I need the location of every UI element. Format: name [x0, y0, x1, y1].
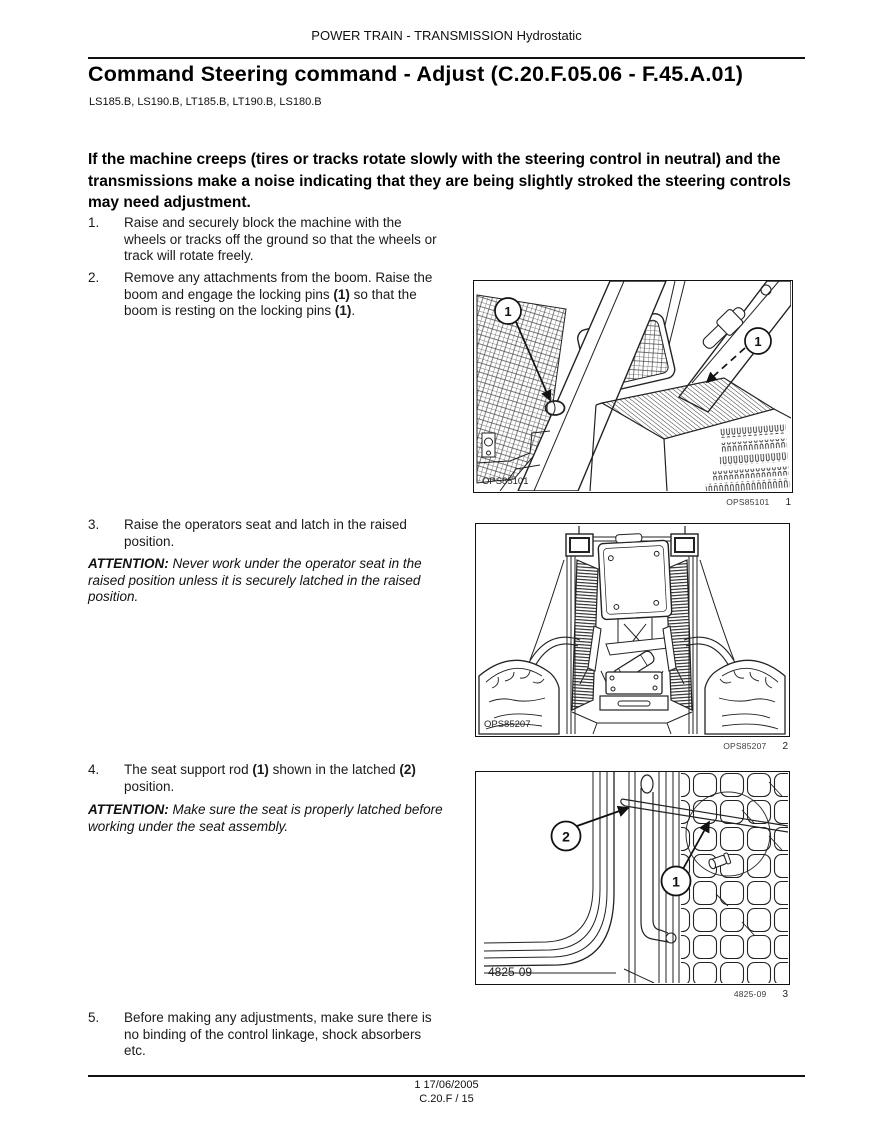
step-number: 3. [88, 517, 100, 532]
step-text: Remove any attachments from the boom. Raise the boom and engage the locking pins (1) so that the boom is resting on the locking pins (1). [124, 270, 433, 318]
step-item-3 [88, 517, 440, 550]
figure-caption-ref: OPS85207 [723, 741, 767, 751]
figure-caption-ref: OPS85101 [726, 497, 770, 507]
step-number: 1. [88, 215, 100, 230]
attention-label: ATTENTION: [88, 556, 169, 571]
figure-1-illustration [474, 281, 791, 491]
attention-text: Make sure the seat is properly latched before working under the seat assembly. [88, 802, 443, 834]
figure-caption-ref: 4825-09 [733, 989, 767, 999]
figure-2-illustration [476, 524, 788, 735]
raised-seat [598, 532, 672, 620]
figure-frame [475, 771, 790, 985]
figure-caption [475, 989, 790, 1000]
callout-label: 2 [562, 828, 570, 845]
model-list: LS185.B, LS190.B, LT185.B, LT190.B, LS180.B [89, 96, 322, 108]
step-number: 2. [88, 270, 100, 285]
step-item-5 [88, 1010, 440, 1060]
step-text: Raise the operators seat and latch in the raised position. [124, 517, 407, 549]
step-number: 4. [88, 762, 100, 777]
figure-caption-number: 2 [782, 741, 788, 752]
step-text: Before making any adjustments, make sure there is no binding of the control linkage, shock absorbers etc. [124, 1010, 432, 1058]
side-screen-mesh [681, 772, 788, 983]
figure-caption-number: 1 [785, 497, 791, 508]
callout-label: 1 [504, 304, 512, 319]
figure-internal-label: OPS85101 [482, 476, 529, 487]
attention-note-2 [88, 802, 446, 835]
figure-2 [475, 523, 790, 752]
callout-label: 1 [672, 873, 680, 890]
attention-text: Never work under the operator seat in the raised position unless it is securely latched in the raised position. [88, 556, 422, 604]
step-text: The seat support rod (1) shown in the latched (2) position. [124, 762, 416, 794]
footer-rule [88, 1075, 805, 1077]
intro-paragraph: If the machine creeps (tires or tracks rotate slowly with the steering control in neutral) and the transmissions make a noise indicating that they are being slightly stroked the steering controls may need adjustment. [88, 151, 791, 211]
figure-1 [473, 280, 793, 508]
step-number: 5. [88, 1010, 100, 1025]
attention-note-1 [88, 556, 446, 606]
running-header: POWER TRAIN - TRANSMISSION Hydrostatic [311, 28, 582, 43]
step-item-2 [88, 270, 440, 320]
figure-frame [475, 523, 790, 737]
step-item-4 [88, 762, 440, 795]
figure-caption-number: 3 [782, 989, 788, 1000]
step-text: Raise and securely block the machine with the wheels or tracks off the ground so that the wheels or track will rotate freely. [124, 215, 437, 263]
figure-3 [475, 771, 790, 1000]
figure-caption [475, 741, 790, 752]
engine-cover-louvers [702, 424, 790, 491]
figure-caption [473, 497, 793, 508]
callout-label: 1 [754, 334, 762, 349]
page-title: Command Steering command - Adjust (C.20.F.05.06 - F.45.A.01) [88, 62, 744, 86]
attention-label: ATTENTION: [88, 802, 169, 817]
callout-arrow [577, 808, 628, 826]
figure-frame [473, 280, 793, 493]
step-item-1 [88, 215, 440, 265]
footer-page-ref: C.20.F / 15 [419, 1093, 474, 1105]
figure-internal-label: OPS85207 [484, 719, 531, 730]
figure-3-illustration [476, 772, 788, 983]
footer-edition: 1 17/06/2005 [414, 1079, 479, 1091]
figure-internal-label: 4825-09 [488, 965, 533, 979]
header-rule [88, 57, 805, 59]
machine-left-side [479, 526, 598, 734]
